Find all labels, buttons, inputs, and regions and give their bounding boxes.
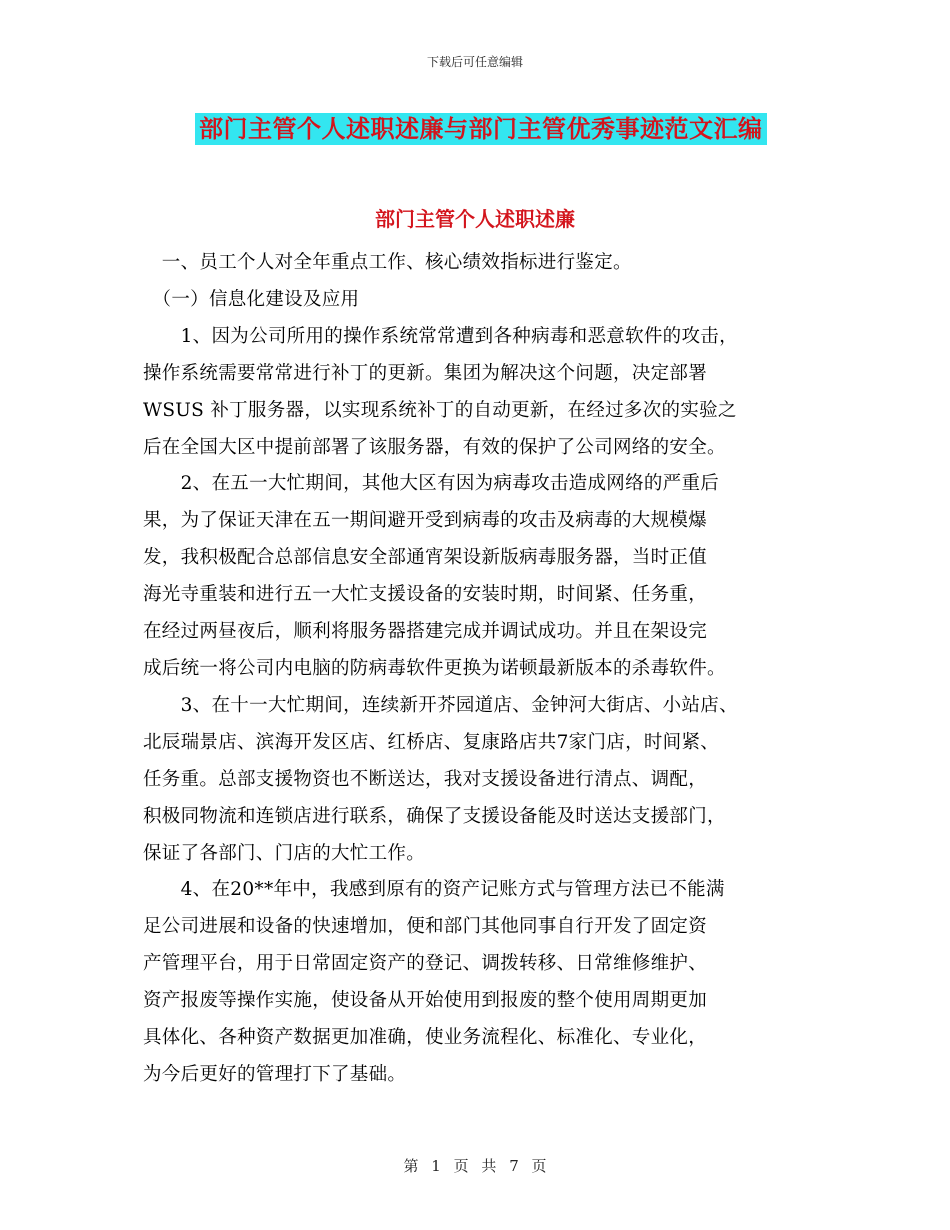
body-line: 1、因为公司所用的操作系统常常遭到各种病毒和恶意软件的攻击， [143,325,738,347]
body-line: 后在全国大区中提前部署了该服务器，有效的保护了公司网络的安全。 [143,436,726,458]
body-line: 操作系统需要常常进行补丁的更新。集团为解决这个问题，决定部署 [143,362,708,384]
page-label: 第 [403,1157,419,1175]
body-line: 足公司进展和设备的快速增加，便和部门其他同事自行开发了固定资 [143,916,708,938]
body-line: WSUS 补丁服务器，以实现系统补丁的自动更新，在经过多次的实验之 [143,399,737,421]
section-title: 部门主管个人述职述廉 [375,207,575,231]
body-line: 果，为了保证天津在五一期间避开受到病毒的攻击及病毒的大规模爆 [143,510,708,532]
body-line: 3、在十一大忙期间，连续新开芥园道店、金钟河大街店、小站店、 [143,694,738,716]
body-line: （一）信息化建设及应用 [143,288,360,310]
total-unit: 页 [531,1157,547,1175]
header-note: 下载后可任意编辑 [426,55,523,69]
document-title: 部门主管个人述职述廉与部门主管优秀事迹范文汇编 [195,113,767,145]
body-line: 4、在20**年中，我感到原有的资产记账方式与管理方法已不能满 [143,879,725,901]
body-line: 积极同物流和连锁店进行联系，确保了支援设备能及时送达支援部门， [143,805,726,827]
body-line: 具体化、各种资产数据更加准确，使业务流程化、标准化、专业化， [143,1027,708,1049]
body-line: 北辰瑞景店、滨海开发区店、红桥店、复康路店共7家门店，时间紧、 [143,731,720,753]
body-line: 一、员工个人对全年重点工作、核心绩效指标进行鉴定。 [143,252,632,273]
total-pages: 7 [509,1157,519,1175]
body-line: 发，我积极配合总部信息安全部通宵架设新版病毒服务器，当时正值 [143,547,708,569]
page-number: 1 [431,1157,441,1175]
body-line: 任务重。总部支援物资也不断送达，我对支援设备进行清点、调配， [143,768,708,790]
page-footer [0,1155,950,1176]
body-text [143,245,823,1094]
body-line: 成后统一将公司内电脑的防病毒软件更换为诺顿最新版本的杀毒软件。 [143,657,726,679]
body-line: 资产报废等操作实施，使设备从开始使用到报废的整个使用周期更加 [143,990,708,1012]
body-line: 2、在五一大忙期间，其他大区有因为病毒攻击造成网络的严重后 [143,473,720,495]
total-label: 共 [481,1157,497,1175]
body-line: 产管理平台，用于日常固定资产的登记、调拨转移、日常维修维护、 [143,953,708,975]
page-unit: 页 [453,1157,469,1175]
body-line: 海光寺重装和进行五一大忙支援设备的安装时期，时间紧、任务重， [143,584,708,606]
body-line: 在经过两昼夜后，顺利将服务器搭建完成并调试成功。并且在架设完 [143,621,708,643]
body-line: 保证了各部门、门店的大忙工作。 [143,842,426,864]
body-line: 为今后更好的管理打下了基础。 [143,1063,407,1085]
